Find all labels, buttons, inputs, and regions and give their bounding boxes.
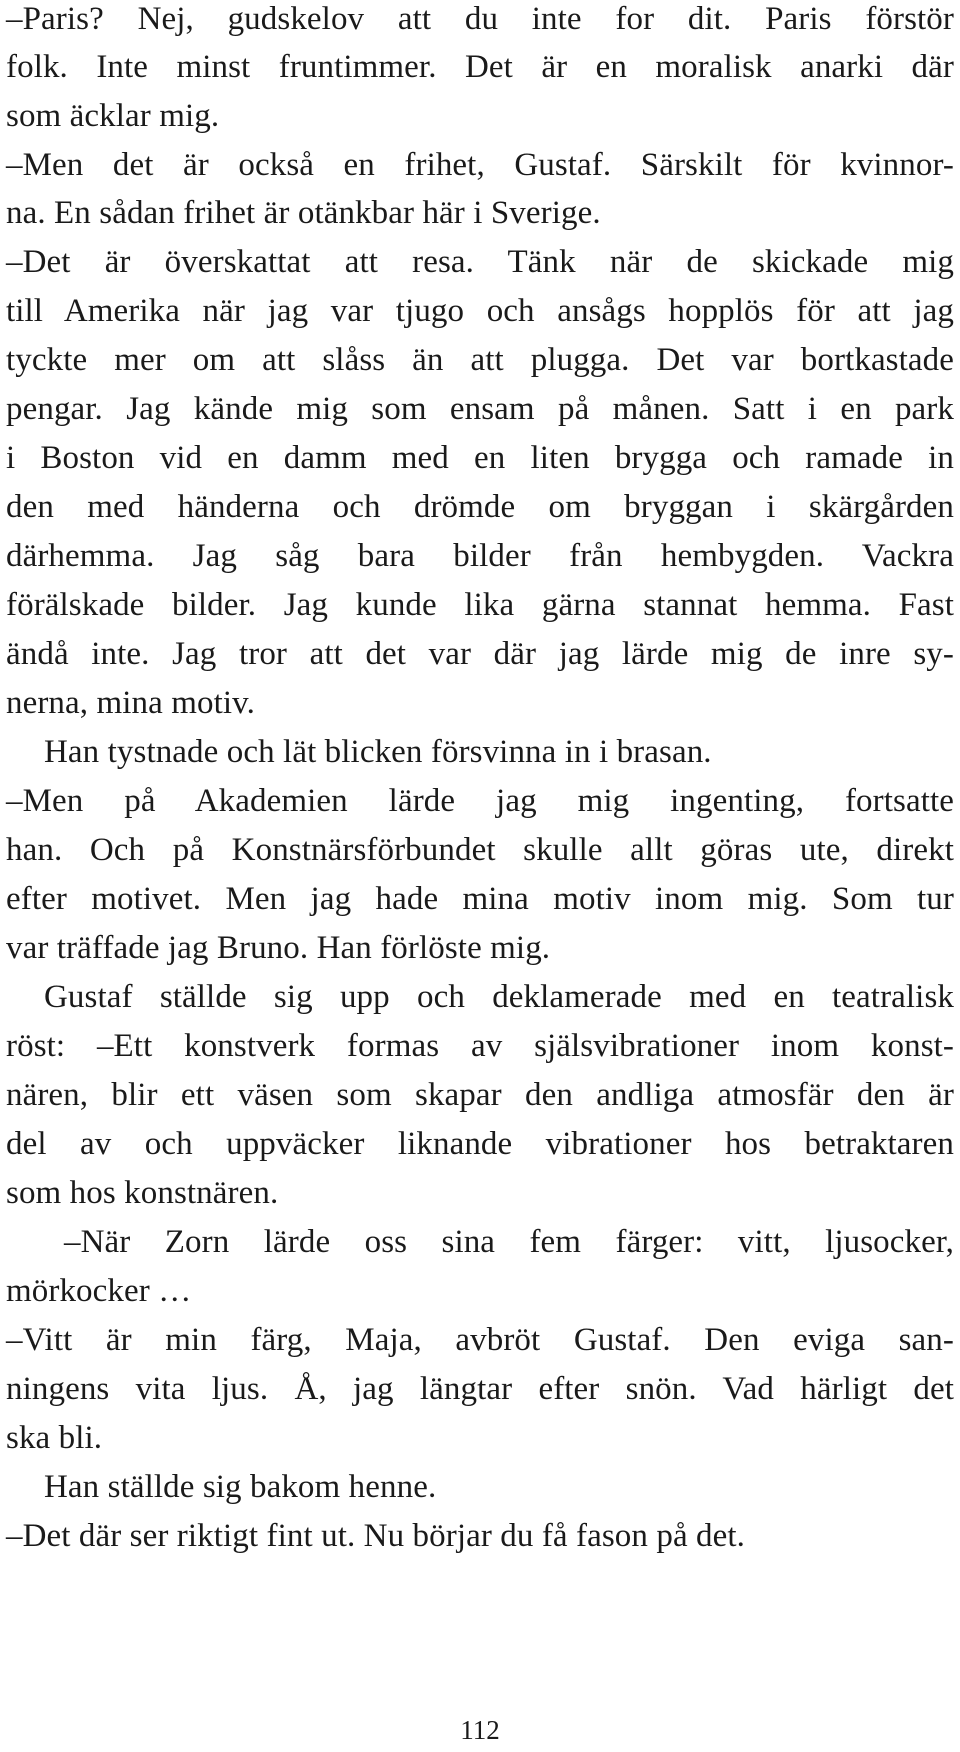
text-line: Han ställde sig bakom henne.	[44, 1469, 437, 1505]
text-line: –Paris? Nej, gudskelov att du inte for dit. Paris förstör	[6, 1, 954, 37]
text-line: ska bli.	[6, 1420, 103, 1456]
text-line: i Boston vid en damm med en liten brygga och ramade in	[6, 440, 954, 476]
text-line: pengar. Jag kände mig som ensam på månen. Satt i en park	[6, 391, 954, 427]
text-line: na. En sådan frihet är otänkbar här i Sverige.	[6, 195, 601, 231]
text-line: del av och uppväcker liknande vibrationer hos betraktaren	[6, 1126, 954, 1162]
text-line: var träffade jag Bruno. Han förlöste mig.	[6, 930, 551, 966]
body-text	[6, 0, 954, 1600]
text-line: tyckte mer om att slåss än att plugga. Det var bortkastade	[6, 342, 954, 378]
text-line: efter motivet. Men jag hade mina motiv inom mig. Som tur	[6, 881, 954, 917]
text-line: därhemma. Jag såg bara bilder från hembygden. Vackra	[6, 538, 954, 574]
text-line: Han tystnade och lät blicken försvinna in i brasan.	[44, 734, 712, 770]
text-line: nerna, mina motiv.	[6, 685, 255, 721]
text-line: nären, blir ett väsen som skapar den andliga atmosfär den är	[6, 1077, 954, 1113]
text-line: –När Zorn lärde oss sina fem färger: vitt, ljusocker,	[64, 1224, 954, 1260]
text-line: mörkocker …	[6, 1273, 192, 1309]
text-line: Gustaf ställde sig upp och deklamerade med en teatralisk	[44, 979, 954, 1015]
text-line: –Det där ser riktigt fint ut. Nu börjar du få fason på det.	[6, 1518, 746, 1554]
text-line: –Men det är också en frihet, Gustaf. Särskilt för kvinnor-	[6, 147, 954, 183]
text-line: han. Och på Konstnärsförbundet skulle allt göras ute, direkt	[6, 832, 954, 868]
text-line: –Men på Akademien lärde jag mig ingenting, fortsatte	[6, 783, 954, 819]
text-line: som hos konstnären.	[6, 1175, 279, 1211]
text-line: den med händerna och drömde om bryggan i skärgården	[6, 489, 954, 525]
text-line: –Vitt är min färg, Maja, avbröt Gustaf. Den eviga san-	[6, 1322, 954, 1358]
text-line: till Amerika när jag var tjugo och ansågs hopplös för att jag	[6, 293, 954, 329]
page-number: 112	[460, 1715, 500, 1745]
text-line: som äcklar mig.	[6, 98, 220, 134]
text-line: ningens vita ljus. Å, jag längtar efter snön. Vad härligt det	[6, 1371, 954, 1407]
text-line: folk. Inte minst fruntimmer. Det är en moralisk anarki där	[6, 49, 954, 85]
text-line: –Det är överskattat att resa. Tänk när de skickade mig	[6, 244, 954, 280]
text-line: förälskade bilder. Jag kunde lika gärna stannat hemma. Fast	[6, 587, 954, 623]
text-line: ändå inte. Jag tror att det var där jag lärde mig de inre sy-	[6, 636, 954, 672]
text-line: röst: –Ett konstverk formas av själsvibrationer inom konst-	[6, 1028, 954, 1064]
